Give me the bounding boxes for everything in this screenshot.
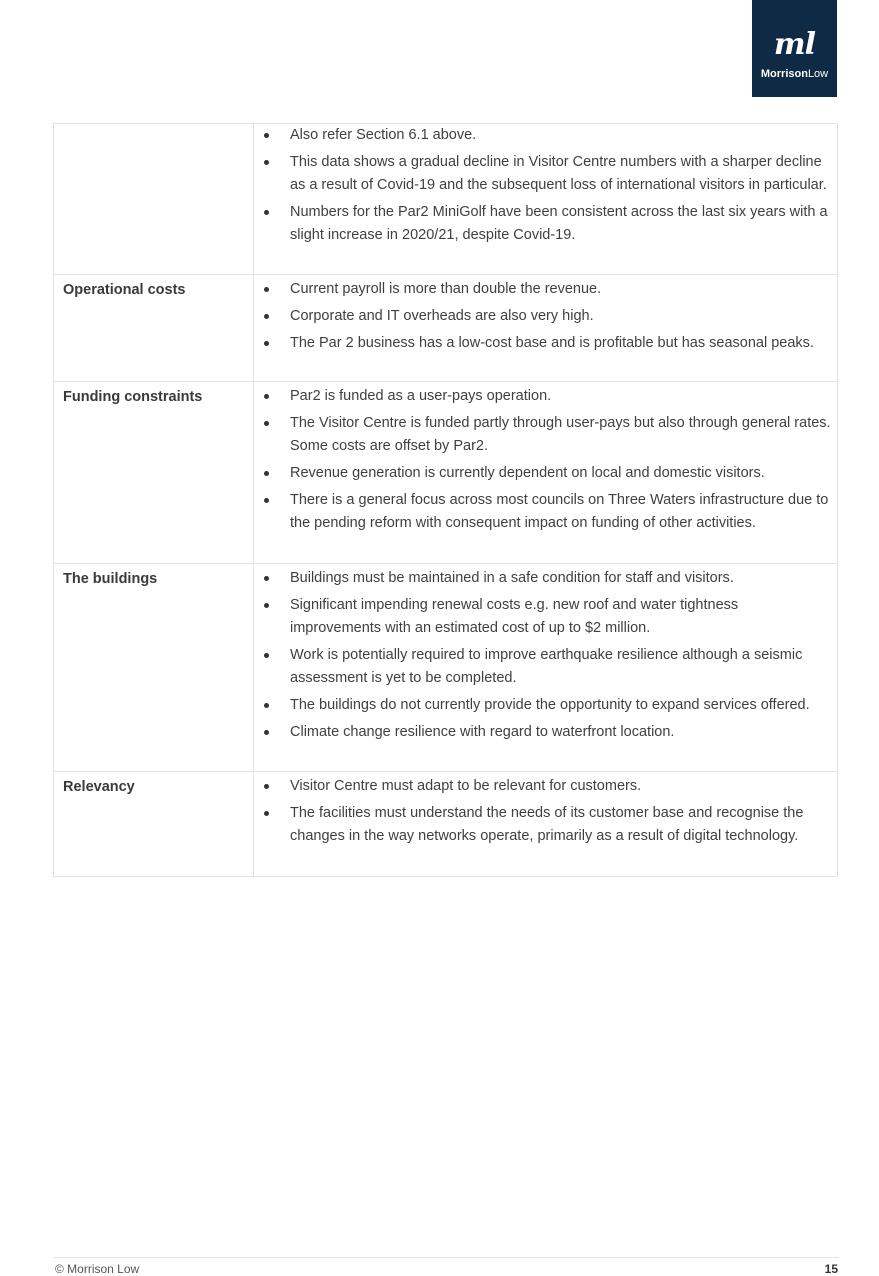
row-content bbox=[254, 275, 838, 382]
bullet-icon bbox=[264, 784, 269, 789]
bullet-list bbox=[254, 382, 831, 535]
bullet-text: Significant impending renewal costs e.g. new roof and water tightness improvements with an estimated cost of up to $2 million. bbox=[290, 597, 739, 636]
bullet-item bbox=[254, 775, 831, 798]
row-content bbox=[254, 772, 838, 877]
row-label: The buildings bbox=[54, 564, 254, 772]
row-content bbox=[254, 124, 838, 275]
bullet-text: Visitor Centre must adapt to be relevant for customers. bbox=[290, 778, 642, 794]
page-number: 15 bbox=[824, 1262, 838, 1276]
footer-divider bbox=[53, 1257, 839, 1258]
bullet-text: There is a general focus across most councils on Three Waters infrastructure due to the pending reform with consequent impact on funding of other activities. bbox=[290, 492, 829, 531]
bullet-list bbox=[254, 124, 831, 247]
bullet-item bbox=[254, 594, 831, 640]
bullet-item bbox=[254, 462, 831, 485]
bullet-icon bbox=[264, 603, 269, 608]
bullet-icon bbox=[264, 498, 269, 503]
bullet-item bbox=[254, 278, 831, 301]
bullet-text: The Par 2 business has a low-cost base and is profitable but has seasonal peaks. bbox=[290, 335, 814, 351]
bullet-list bbox=[254, 564, 831, 744]
bullet-item bbox=[254, 385, 831, 408]
bullet-icon bbox=[264, 421, 269, 426]
bullet-icon bbox=[264, 471, 269, 476]
bullet-text: This data shows a gradual decline in Visitor Centre numbers with a sharper decline as a result of Covid-19 and the subsequent loss of international visitors in particular. bbox=[290, 154, 827, 193]
bullet-icon bbox=[264, 703, 269, 708]
row-content bbox=[254, 564, 838, 772]
footer-copyright: © Morrison Low bbox=[55, 1262, 140, 1276]
table-row bbox=[54, 124, 838, 275]
bullet-text: Also refer Section 6.1 above. bbox=[290, 127, 477, 143]
bullet-text: The buildings do not currently provide the opportunity to expand services offered. bbox=[290, 697, 810, 713]
bullet-item bbox=[254, 332, 831, 355]
row-label bbox=[54, 124, 254, 275]
table-row bbox=[54, 564, 838, 772]
bullet-icon bbox=[264, 341, 269, 346]
logo-mark: ml bbox=[773, 27, 816, 62]
bullet-icon bbox=[264, 811, 269, 816]
bullet-list bbox=[254, 275, 831, 355]
bullet-text: Corporate and IT overheads are also very high. bbox=[290, 308, 594, 324]
logo-word-bold: Morrison bbox=[760, 68, 808, 80]
row-label: Operational costs bbox=[54, 275, 254, 382]
logo-wordmark bbox=[752, 68, 837, 80]
bullet-text: Par2 is funded as a user-pays operation. bbox=[290, 388, 552, 404]
bullet-text: The Visitor Centre is funded partly through user-pays but also through general rates. Some costs are offset by Par2. bbox=[290, 415, 831, 454]
bullet-item bbox=[254, 412, 831, 458]
morrison-low-logo bbox=[752, 0, 837, 97]
table-row bbox=[54, 382, 838, 564]
bullet-text: The facilities must understand the needs of its customer base and recognise the changes in the way networks operate, primarily as a result of digital technology. bbox=[290, 805, 804, 844]
bullet-icon bbox=[264, 210, 269, 215]
bullet-text: Revenue generation is currently dependent on local and domestic visitors. bbox=[290, 465, 765, 481]
row-content bbox=[254, 382, 838, 564]
bullet-icon bbox=[264, 287, 269, 292]
bullet-icon bbox=[264, 730, 269, 735]
issues-table bbox=[53, 123, 838, 877]
bullet-item bbox=[254, 124, 831, 147]
table-row bbox=[54, 772, 838, 877]
bullet-item bbox=[254, 721, 831, 744]
row-label: Funding constraints bbox=[54, 382, 254, 564]
bullet-icon bbox=[264, 160, 269, 165]
bullet-text: Work is potentially required to improve earthquake resilience although a seismic assessment is yet to be completed. bbox=[290, 647, 803, 686]
bullet-icon bbox=[264, 653, 269, 658]
bullet-item bbox=[254, 694, 831, 717]
bullet-text: Numbers for the Par2 MiniGolf have been consistent across the last six years with a slight increase in 2020/21, despite Covid-19. bbox=[290, 204, 828, 243]
logo-word-light: Low bbox=[807, 68, 829, 80]
row-label: Relevancy bbox=[54, 772, 254, 877]
bullet-item bbox=[254, 802, 831, 848]
bullet-text: Buildings must be maintained in a safe condition for staff and visitors. bbox=[290, 570, 734, 586]
table-row bbox=[54, 275, 838, 382]
bullet-list bbox=[254, 772, 831, 848]
bullet-item bbox=[254, 305, 831, 328]
bullet-icon bbox=[264, 394, 269, 399]
bullet-item bbox=[254, 644, 831, 690]
bullet-text: Climate change resilience with regard to waterfront location. bbox=[290, 724, 675, 740]
bullet-text: Current payroll is more than double the revenue. bbox=[290, 281, 602, 297]
bullet-icon bbox=[264, 314, 269, 319]
bullet-item bbox=[254, 201, 831, 247]
bullet-icon bbox=[264, 133, 269, 138]
bullet-item bbox=[254, 567, 831, 590]
bullet-icon bbox=[264, 576, 269, 581]
bullet-item bbox=[254, 151, 831, 197]
bullet-item bbox=[254, 489, 831, 535]
